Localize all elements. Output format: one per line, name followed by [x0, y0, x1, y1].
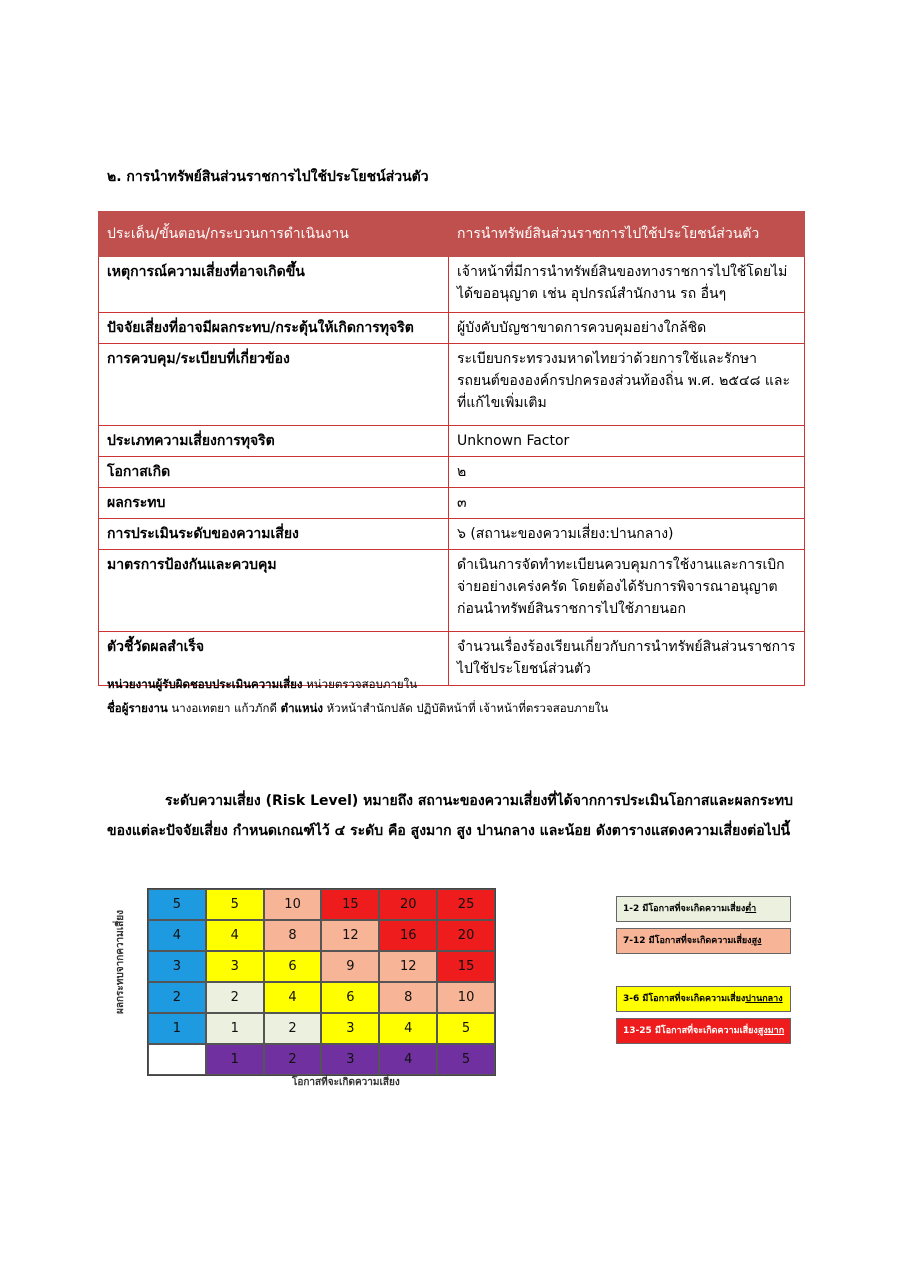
table-row — [99, 344, 805, 426]
matrix-cell: 6 — [321, 982, 379, 1013]
matrix-x-axis-label: โอกาสที่จะเกิดความเสี่ยง — [292, 1077, 400, 1088]
legend-group-bottom — [616, 986, 791, 1050]
legend-range: 13-25 — [623, 1026, 652, 1036]
matrix-cell: 9 — [321, 951, 379, 982]
matrix-y-axis-label: ผลกระทบจากความเสี่ยง — [115, 909, 126, 1015]
legend-item — [616, 896, 791, 922]
row-label: ตัวชี้วัดผลสำเร็จ — [99, 632, 449, 686]
risk-level-paragraph-text: ระดับความเสี่ยง (Risk Level) หมายถึง สถานะของความเสี่ยงที่ได้จากการประเมินโอกาสและผลกระทบของแต่ละปัจจัยเสี่ยง กำหนดเกณฑ์ไว้ ๔ ระดับ คือ สูงมาก สูง ปานกลาง และน้อย ดังตารางแสดงความเสี่ยงต่อไปนี้ — [107, 793, 793, 839]
legend-item — [616, 928, 791, 954]
matrix-cell: 5 — [148, 889, 206, 920]
matrix-cell: 20 — [379, 889, 437, 920]
matrix-cell: 8 — [379, 982, 437, 1013]
reporter-name-value: นางอเทตยา แก้วภักดี — [171, 701, 277, 715]
row-label: การประเมินระดับของความเสี่ยง — [99, 519, 449, 550]
reporter-position-value: หัวหน้าสำนักปลัด ปฏิบัติหน้าที่ เจ้าหน้าที่ตรวจสอบภายใน — [326, 701, 609, 715]
table-row — [99, 426, 805, 457]
matrix-cell: 3 — [148, 951, 206, 982]
matrix-cell: 4 — [264, 982, 322, 1013]
matrix-cell: 4 — [148, 920, 206, 951]
row-label: โอกาสเกิด — [99, 457, 449, 488]
table-row — [99, 488, 805, 519]
row-label: การควบคุม/ระเบียบที่เกี่ยวข้อง — [99, 344, 449, 426]
table-row — [99, 257, 805, 313]
row-value: จำนวนเรื่องร้องเรียนเกี่ยวกับการนำทรัพย์สินส่วนราชการไปใช้ประโยชน์ส่วนตัว — [449, 632, 805, 686]
matrix-cell: 6 — [264, 951, 322, 982]
matrix-cell: 3 — [206, 951, 264, 982]
row-value: ๓ — [449, 488, 805, 519]
matrix-cell: 2 — [264, 1044, 322, 1075]
matrix-cell: 5 — [437, 1013, 495, 1044]
table-header-cell: ประเด็น/ขั้นตอน/กระบวนการดำเนินงาน — [99, 212, 449, 257]
matrix-cell — [148, 1044, 206, 1075]
matrix-cell: 4 — [379, 1013, 437, 1044]
matrix-cell: 16 — [379, 920, 437, 951]
matrix-cell: 10 — [264, 889, 322, 920]
responsible-value: หน่วยตรวจสอบภายใน — [306, 677, 418, 691]
legend-text: มีโอกาสที่จะเกิดความเสี่ยง — [648, 936, 752, 946]
legend-text: มีโอกาสที่จะเกิดความเสี่ยง — [642, 904, 746, 914]
risk-assessment-table — [98, 211, 805, 686]
row-value: Unknown Factor — [449, 426, 805, 457]
row-label: ประเภทความเสี่ยงการทุจริต — [99, 426, 449, 457]
risk-matrix — [107, 882, 507, 1092]
legend-text: มีโอกาสที่จะเกิดความเสี่ยง — [642, 994, 746, 1004]
matrix-cell: 25 — [437, 889, 495, 920]
table-row — [99, 313, 805, 344]
matrix-cell: 20 — [437, 920, 495, 951]
table-row — [99, 457, 805, 488]
matrix-cell: 3 — [321, 1044, 379, 1075]
matrix-cell: 15 — [437, 951, 495, 982]
table-header-cell: การนำทรัพย์สินส่วนราชการไปใช้ประโยชน์ส่วนตัว — [449, 212, 805, 257]
matrix-cell: 4 — [206, 920, 264, 951]
legend-level: ปานกลาง — [745, 994, 783, 1004]
matrix-cell: 1 — [206, 1013, 264, 1044]
reporter-line — [107, 700, 608, 718]
section-title: ๒. การนำทรัพย์สินส่วนราชการไปใช้ประโยชน์ส่วนตัว — [107, 169, 429, 185]
legend-text: มีโอกาสที่จะเกิดความเสี่ยง — [654, 1026, 758, 1036]
legend-level: สูงมาก — [757, 1026, 785, 1036]
legend-range: 3-6 — [623, 994, 640, 1004]
legend-range: 1-2 — [623, 904, 640, 914]
matrix-cell: 15 — [321, 889, 379, 920]
legend-group-top — [616, 896, 791, 960]
row-value: ๖ (สถานะของความเสี่ยง:ปานกลาง) — [449, 519, 805, 550]
matrix-grid — [147, 888, 496, 1076]
matrix-cell: 10 — [437, 982, 495, 1013]
row-label: ผลกระทบ — [99, 488, 449, 519]
responsible-label: หน่วยงานผู้รับผิดชอบประเมินความเสี่ยง — [107, 677, 303, 691]
reporter-name-label: ชื่อผู้รายงาน — [107, 701, 168, 715]
responsible-unit-line — [107, 676, 417, 694]
legend-range: 7-12 — [623, 936, 646, 946]
matrix-cell: 2 — [206, 982, 264, 1013]
risk-level-paragraph — [107, 786, 797, 846]
matrix-cell: 5 — [206, 889, 264, 920]
matrix-cell: 2 — [264, 1013, 322, 1044]
legend-item — [616, 1018, 791, 1044]
table-row — [99, 550, 805, 632]
row-value: ดำเนินการจัดทำทะเบียนควบคุมการใช้งานและการเบิกจ่ายอย่างเคร่งครัด โดยต้องได้รับการพิจารณาอนุญาต ก่อนนำทรัพย์สินราชการไปใช้ภายนอก — [449, 550, 805, 632]
matrix-cell: 1 — [148, 1013, 206, 1044]
table-row — [99, 519, 805, 550]
row-value: ระเบียบกระทรวงมหาดไทยว่าด้วยการใช้และรักษารถยนต์ขององค์กรปกครองส่วนท้องถิ่น พ.ศ. ๒๕๔๘ และที่แก้ไขเพิ่มเติม — [449, 344, 805, 426]
row-label: มาตรการป้องกันและควบคุม — [99, 550, 449, 632]
matrix-cell: 4 — [379, 1044, 437, 1075]
row-label: เหตุการณ์ความเสี่ยงที่อาจเกิดขึ้น — [99, 257, 449, 313]
row-value: ผู้บังคับบัญชาขาดการควบคุมอย่างใกล้ชิด — [449, 313, 805, 344]
reporter-position-label: ตำแหน่ง — [280, 701, 324, 715]
matrix-cell: 12 — [321, 920, 379, 951]
row-value: ๒ — [449, 457, 805, 488]
matrix-cell: 3 — [321, 1013, 379, 1044]
matrix-cell: 1 — [206, 1044, 264, 1075]
row-value: เจ้าหน้าที่มีการนำทรัพย์สินของทางราชการไปใช้โดยไม่ได้ขออนุญาต เช่น อุปกรณ์สำนักงาน รถ อื่นๆ — [449, 257, 805, 313]
matrix-cell: 8 — [264, 920, 322, 951]
row-label: ปัจจัยเสี่ยงที่อาจมีผลกระทบ/กระตุ้นให้เกิดการทุจริต — [99, 313, 449, 344]
legend-level: ต่ำ — [745, 904, 757, 914]
matrix-cell: 2 — [148, 982, 206, 1013]
table-header-row — [99, 212, 805, 257]
legend-item — [616, 986, 791, 1012]
matrix-cell: 5 — [437, 1044, 495, 1075]
matrix-cell: 12 — [379, 951, 437, 982]
legend-level: สูง — [751, 936, 762, 946]
